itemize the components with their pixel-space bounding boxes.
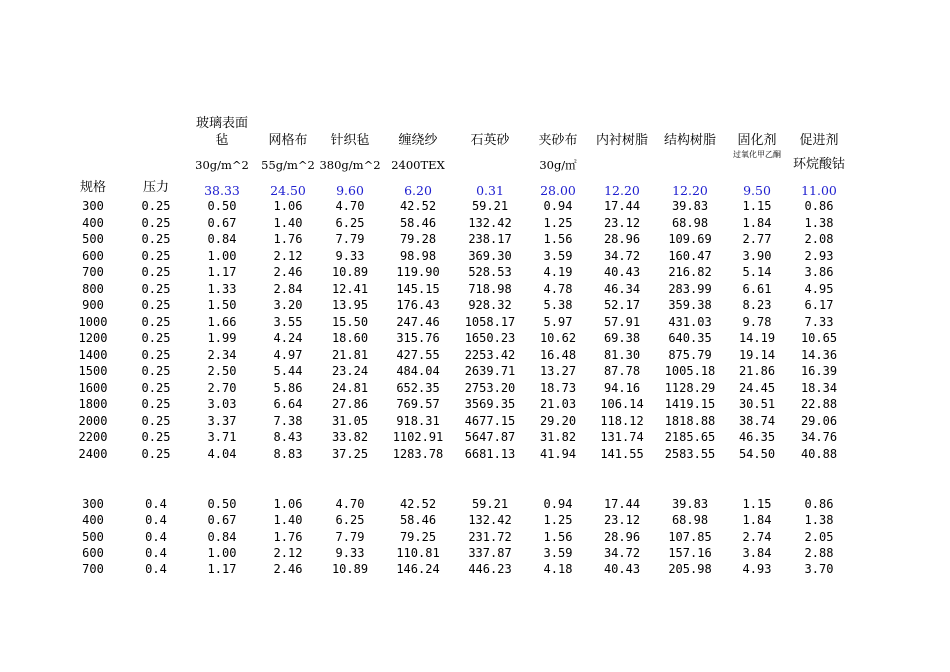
cell-knitted-mat: 23.24 bbox=[331, 364, 369, 378]
cell-structural-resin: 1818.88 bbox=[664, 413, 716, 428]
col-name-liner-resin: 内衬树脂 bbox=[595, 133, 649, 148]
cell-spec: 700 bbox=[82, 265, 104, 279]
cell-knitted-mat: 7.79 bbox=[335, 529, 365, 544]
cell-glass-mat: 0.84 bbox=[207, 529, 237, 544]
cell-accelerator: 10.65 bbox=[800, 331, 838, 345]
cell-spec: 1600 bbox=[78, 380, 108, 395]
cell-glass-mat: 1.17 bbox=[207, 562, 237, 577]
cell-quartz-sand: 1058.17 bbox=[464, 314, 516, 329]
cell-glass-mat: 1.66 bbox=[207, 314, 237, 329]
cell-spec: 900 bbox=[82, 298, 104, 312]
cell-quartz-sand: 1650.23 bbox=[464, 331, 516, 345]
cell-curing-agent: 19.14 bbox=[738, 347, 776, 362]
cell-quartz-sand: 132.42 bbox=[468, 513, 512, 528]
col-name-glass-mat-2: 毡 bbox=[215, 133, 229, 148]
cell-spec: 1800 bbox=[78, 397, 108, 411]
cell-sand-cloth: 41.94 bbox=[539, 446, 577, 461]
cell-knitted-mat: 6.25 bbox=[335, 513, 365, 528]
qty-curing-agent: 9.50 bbox=[743, 183, 771, 198]
cell-pressure: 0.4 bbox=[145, 513, 167, 528]
cell-structural-resin: 640.35 bbox=[668, 331, 712, 345]
col-unit-knitted-mat: 380g/m^2 bbox=[319, 158, 381, 172]
cell-sand-cloth: 3.59 bbox=[543, 248, 573, 263]
cell-pressure: 0.25 bbox=[141, 215, 171, 230]
cell-liner-resin: 81.30 bbox=[603, 347, 641, 362]
col-name-sand-cloth: 夹砂布 bbox=[538, 133, 578, 148]
cell-sand-cloth: 31.82 bbox=[539, 430, 577, 444]
cell-structural-resin: 160.47 bbox=[668, 248, 712, 263]
cell-sand-cloth: 1.56 bbox=[543, 529, 573, 544]
cell-sand-cloth: 1.56 bbox=[543, 232, 573, 246]
cell-knitted-mat: 33.82 bbox=[331, 430, 369, 444]
cell-winding-yarn: 42.52 bbox=[399, 199, 437, 213]
cell-mesh-cloth: 2.84 bbox=[273, 281, 303, 296]
cell-mesh-cloth: 1.76 bbox=[273, 529, 303, 544]
cell-liner-resin: 94.16 bbox=[603, 380, 641, 395]
cell-glass-mat: 2.50 bbox=[207, 364, 237, 378]
cell-accelerator: 2.08 bbox=[804, 232, 834, 246]
cell-pressure: 0.25 bbox=[141, 265, 171, 279]
cell-pressure: 0.25 bbox=[141, 331, 171, 345]
cell-accelerator: 3.70 bbox=[804, 562, 834, 577]
cell-quartz-sand: 337.87 bbox=[468, 545, 512, 560]
cell-glass-mat: 3.71 bbox=[207, 430, 237, 444]
qty-quartz-sand: 0.31 bbox=[476, 183, 504, 198]
cell-knitted-mat: 31.05 bbox=[331, 413, 369, 428]
cell-mesh-cloth: 1.40 bbox=[273, 215, 303, 230]
cell-spec: 300 bbox=[82, 497, 104, 511]
cell-glass-mat: 1.00 bbox=[207, 248, 237, 263]
cell-liner-resin: 28.96 bbox=[603, 232, 641, 246]
cell-knitted-mat: 7.79 bbox=[335, 232, 365, 246]
cell-accelerator: 4.95 bbox=[804, 281, 834, 296]
cell-spec: 1500 bbox=[78, 364, 108, 378]
cell-liner-resin: 46.34 bbox=[603, 281, 641, 296]
cell-mesh-cloth: 3.55 bbox=[273, 314, 303, 329]
cell-winding-yarn: 1283.78 bbox=[392, 446, 444, 461]
cell-curing-agent: 30.51 bbox=[738, 397, 776, 411]
cell-sand-cloth: 1.25 bbox=[543, 215, 573, 230]
cell-curing-agent: 21.86 bbox=[738, 364, 776, 378]
cell-structural-resin: 431.03 bbox=[668, 314, 712, 329]
cell-pressure: 0.25 bbox=[141, 298, 171, 312]
col-unit-winding-yarn: 2400TEX bbox=[391, 158, 445, 172]
cell-pressure: 0.4 bbox=[145, 545, 167, 560]
cell-mesh-cloth: 5.44 bbox=[273, 364, 303, 378]
cell-accelerator: 0.86 bbox=[804, 497, 834, 511]
cell-accelerator: 34.76 bbox=[800, 430, 838, 444]
cell-winding-yarn: 79.25 bbox=[399, 529, 437, 544]
cell-sand-cloth: 16.48 bbox=[539, 347, 577, 362]
cell-knitted-mat: 4.70 bbox=[335, 497, 365, 511]
cell-winding-yarn: 427.55 bbox=[396, 347, 440, 362]
col-unit-sand-cloth: 30g/㎡ bbox=[539, 158, 577, 172]
qty-mesh-cloth: 24.50 bbox=[270, 183, 306, 198]
cell-quartz-sand: 3569.35 bbox=[464, 397, 516, 411]
cell-glass-mat: 1.17 bbox=[207, 265, 237, 279]
cell-structural-resin: 875.79 bbox=[668, 347, 712, 362]
cell-pressure: 0.25 bbox=[141, 364, 171, 378]
cell-accelerator: 18.34 bbox=[800, 380, 838, 395]
cell-structural-resin: 39.83 bbox=[671, 497, 709, 511]
cell-winding-yarn: 42.52 bbox=[399, 497, 437, 511]
cell-liner-resin: 23.12 bbox=[603, 215, 641, 230]
cell-structural-resin: 2583.55 bbox=[664, 446, 716, 461]
cell-pressure: 0.25 bbox=[141, 314, 171, 329]
cell-winding-yarn: 315.76 bbox=[396, 331, 440, 345]
cell-curing-agent: 8.23 bbox=[742, 298, 772, 312]
qty-sand-cloth: 28.00 bbox=[540, 183, 576, 198]
cell-liner-resin: 23.12 bbox=[603, 513, 641, 528]
cell-curing-agent: 1.15 bbox=[742, 199, 772, 213]
cell-glass-mat: 0.50 bbox=[207, 199, 237, 213]
cell-curing-agent: 4.93 bbox=[742, 562, 772, 577]
cell-structural-resin: 109.69 bbox=[668, 232, 712, 246]
cell-structural-resin: 216.82 bbox=[668, 265, 712, 279]
col-unit-mesh-cloth: 55g/m^2 bbox=[261, 158, 315, 172]
cell-quartz-sand: 59.21 bbox=[471, 497, 509, 511]
cell-quartz-sand: 528.53 bbox=[468, 265, 512, 279]
cell-pressure: 0.25 bbox=[141, 413, 171, 428]
qty-winding-yarn: 6.20 bbox=[404, 183, 432, 198]
cell-curing-agent: 14.19 bbox=[738, 331, 776, 345]
cell-spec: 800 bbox=[82, 281, 104, 296]
cell-sand-cloth: 4.19 bbox=[543, 265, 573, 279]
cell-structural-resin: 1128.29 bbox=[664, 380, 716, 395]
cell-spec: 500 bbox=[82, 529, 104, 544]
cell-curing-agent: 2.77 bbox=[742, 232, 772, 246]
cell-pressure: 0.25 bbox=[141, 397, 171, 411]
col-name-structural-resin: 结构树脂 bbox=[663, 133, 717, 148]
cell-glass-mat: 3.37 bbox=[207, 413, 237, 428]
cell-pressure: 0.25 bbox=[141, 232, 171, 246]
cell-curing-agent: 5.14 bbox=[742, 265, 772, 279]
cell-accelerator: 2.93 bbox=[804, 248, 834, 263]
pressure-header: 压力 bbox=[142, 180, 170, 195]
cell-knitted-mat: 4.70 bbox=[335, 199, 365, 213]
cell-knitted-mat: 21.81 bbox=[331, 347, 369, 362]
cell-mesh-cloth: 2.12 bbox=[273, 545, 303, 560]
qty-liner-resin: 12.20 bbox=[604, 183, 640, 198]
qty-accelerator: 11.00 bbox=[801, 183, 837, 198]
cell-winding-yarn: 98.98 bbox=[399, 248, 437, 263]
cell-liner-resin: 34.72 bbox=[603, 545, 641, 560]
cell-winding-yarn: 918.31 bbox=[396, 413, 440, 428]
cell-glass-mat: 1.99 bbox=[207, 331, 237, 345]
cell-winding-yarn: 79.28 bbox=[399, 232, 437, 246]
cell-mesh-cloth: 2.12 bbox=[273, 248, 303, 263]
cell-spec: 2400 bbox=[78, 446, 108, 461]
cell-spec: 2200 bbox=[78, 430, 108, 444]
cell-sand-cloth: 4.18 bbox=[543, 562, 573, 577]
cell-spec: 1000 bbox=[78, 314, 108, 329]
cell-liner-resin: 118.12 bbox=[600, 413, 644, 428]
cell-mesh-cloth: 1.06 bbox=[273, 497, 303, 511]
cell-quartz-sand: 2253.42 bbox=[464, 347, 516, 362]
col-name-accelerator: 促进剂 bbox=[799, 133, 839, 148]
cell-glass-mat: 4.04 bbox=[207, 446, 237, 461]
cell-pressure: 0.25 bbox=[141, 380, 171, 395]
cell-mesh-cloth: 3.20 bbox=[273, 298, 303, 312]
cell-structural-resin: 107.85 bbox=[668, 529, 712, 544]
cell-glass-mat: 0.50 bbox=[207, 497, 237, 511]
cell-accelerator: 1.38 bbox=[804, 513, 834, 528]
cell-winding-yarn: 58.46 bbox=[399, 215, 437, 230]
cell-liner-resin: 141.55 bbox=[600, 446, 644, 461]
cell-sand-cloth: 3.59 bbox=[543, 545, 573, 560]
col-name-glass-mat: 玻璃表面 bbox=[195, 116, 249, 131]
qty-knitted-mat: 9.60 bbox=[336, 183, 364, 198]
cell-knitted-mat: 15.50 bbox=[331, 314, 369, 329]
cell-winding-yarn: 769.57 bbox=[396, 397, 440, 411]
cell-mesh-cloth: 6.64 bbox=[273, 397, 303, 411]
col-name-quartz-sand: 石英砂 bbox=[470, 133, 510, 148]
cell-knitted-mat: 10.89 bbox=[331, 562, 369, 577]
cell-quartz-sand: 718.98 bbox=[468, 281, 512, 296]
cell-spec: 600 bbox=[82, 248, 104, 263]
cell-quartz-sand: 59.21 bbox=[471, 199, 509, 213]
cell-pressure: 0.4 bbox=[145, 562, 167, 577]
cell-knitted-mat: 9.33 bbox=[335, 545, 365, 560]
cell-liner-resin: 17.44 bbox=[603, 497, 641, 511]
col-unit-accelerator: 环烷酸钴 bbox=[792, 157, 846, 172]
cell-mesh-cloth: 7.38 bbox=[273, 413, 303, 428]
cell-curing-agent: 38.74 bbox=[738, 413, 776, 428]
cell-mesh-cloth: 8.83 bbox=[273, 446, 303, 461]
cell-glass-mat: 0.67 bbox=[207, 215, 237, 230]
cell-curing-agent: 1.84 bbox=[742, 215, 772, 230]
cell-pressure: 0.4 bbox=[145, 529, 167, 544]
cell-sand-cloth: 0.94 bbox=[543, 199, 573, 213]
cell-quartz-sand: 6681.13 bbox=[464, 446, 516, 461]
cell-mesh-cloth: 8.43 bbox=[273, 430, 303, 444]
cell-winding-yarn: 119.90 bbox=[396, 265, 440, 279]
cell-winding-yarn: 176.43 bbox=[396, 298, 440, 312]
cell-knitted-mat: 10.89 bbox=[331, 265, 369, 279]
cell-knitted-mat: 13.95 bbox=[331, 298, 369, 312]
cell-accelerator: 29.06 bbox=[800, 413, 838, 428]
cell-structural-resin: 68.98 bbox=[671, 215, 709, 230]
cell-liner-resin: 40.43 bbox=[603, 265, 641, 279]
cell-liner-resin: 57.91 bbox=[603, 314, 641, 329]
cell-curing-agent: 6.61 bbox=[742, 281, 772, 296]
cell-knitted-mat: 27.86 bbox=[331, 397, 369, 411]
qty-glass-mat: 38.33 bbox=[204, 183, 240, 198]
cell-knitted-mat: 12.41 bbox=[331, 281, 369, 296]
cell-knitted-mat: 18.60 bbox=[331, 331, 369, 345]
cell-accelerator: 6.17 bbox=[804, 298, 834, 312]
cell-sand-cloth: 21.03 bbox=[539, 397, 577, 411]
cell-glass-mat: 0.84 bbox=[207, 232, 237, 246]
cell-curing-agent: 2.74 bbox=[742, 529, 772, 544]
cell-quartz-sand: 238.17 bbox=[468, 232, 512, 246]
cell-knitted-mat: 9.33 bbox=[335, 248, 365, 263]
cell-spec: 600 bbox=[82, 545, 104, 560]
cell-pressure: 0.25 bbox=[141, 430, 171, 444]
cell-glass-mat: 0.67 bbox=[207, 513, 237, 528]
cell-winding-yarn: 1102.91 bbox=[392, 430, 444, 444]
cell-winding-yarn: 484.04 bbox=[396, 364, 440, 378]
cell-sand-cloth: 29.20 bbox=[539, 413, 577, 428]
cell-accelerator: 3.86 bbox=[804, 265, 834, 279]
cell-mesh-cloth: 4.24 bbox=[273, 331, 303, 345]
cell-glass-mat: 3.03 bbox=[207, 397, 237, 411]
cell-spec: 300 bbox=[82, 199, 104, 213]
cell-liner-resin: 69.38 bbox=[603, 331, 641, 345]
cell-structural-resin: 283.99 bbox=[668, 281, 712, 296]
cell-quartz-sand: 2639.71 bbox=[464, 364, 516, 378]
cell-accelerator: 16.39 bbox=[800, 364, 838, 378]
cell-curing-agent: 3.84 bbox=[742, 545, 772, 560]
cell-structural-resin: 39.83 bbox=[671, 199, 709, 213]
cell-spec: 700 bbox=[82, 562, 104, 577]
cell-quartz-sand: 5647.87 bbox=[464, 430, 516, 444]
cell-winding-yarn: 146.24 bbox=[396, 562, 440, 577]
cell-liner-resin: 17.44 bbox=[603, 199, 641, 213]
cell-pressure: 0.25 bbox=[141, 347, 171, 362]
cell-structural-resin: 2185.65 bbox=[664, 430, 716, 444]
cell-sand-cloth: 18.73 bbox=[539, 380, 577, 395]
cell-pressure: 0.25 bbox=[141, 248, 171, 263]
cell-curing-agent: 9.78 bbox=[742, 314, 772, 329]
cell-liner-resin: 28.96 bbox=[603, 529, 641, 544]
cell-mesh-cloth: 2.46 bbox=[273, 562, 303, 577]
cell-pressure: 0.25 bbox=[141, 446, 171, 461]
cell-quartz-sand: 4677.15 bbox=[464, 413, 516, 428]
cell-sand-cloth: 10.62 bbox=[539, 331, 577, 345]
cell-spec: 400 bbox=[82, 513, 104, 528]
cell-accelerator: 14.36 bbox=[800, 347, 838, 362]
cell-glass-mat: 1.33 bbox=[207, 281, 237, 296]
cell-curing-agent: 24.45 bbox=[738, 380, 776, 395]
col-name-winding-yarn: 缠绕纱 bbox=[398, 133, 438, 148]
cell-structural-resin: 359.38 bbox=[668, 298, 712, 312]
cell-glass-mat: 2.70 bbox=[207, 380, 237, 395]
cell-accelerator: 2.05 bbox=[804, 529, 834, 544]
qty-structural-resin: 12.20 bbox=[672, 183, 708, 198]
cell-glass-mat: 1.00 bbox=[207, 545, 237, 560]
cell-accelerator: 22.88 bbox=[800, 397, 838, 411]
cell-sand-cloth: 0.94 bbox=[543, 497, 573, 511]
cell-spec: 1400 bbox=[78, 347, 108, 362]
cell-mesh-cloth: 1.76 bbox=[273, 232, 303, 246]
cell-curing-agent: 1.15 bbox=[742, 497, 772, 511]
cell-quartz-sand: 2753.20 bbox=[464, 380, 516, 395]
cell-quartz-sand: 369.30 bbox=[468, 248, 512, 263]
cell-sand-cloth: 4.78 bbox=[543, 281, 573, 296]
spec-header: 规格 bbox=[79, 180, 107, 195]
cell-knitted-mat: 37.25 bbox=[331, 446, 369, 461]
cell-sand-cloth: 5.38 bbox=[543, 298, 573, 312]
cell-curing-agent: 3.90 bbox=[742, 248, 772, 263]
col-name-knitted-mat: 针织毡 bbox=[330, 133, 370, 148]
cell-sand-cloth: 1.25 bbox=[543, 513, 573, 528]
cell-mesh-cloth: 1.40 bbox=[273, 513, 303, 528]
col-name-mesh-cloth: 网格布 bbox=[268, 133, 308, 148]
cell-accelerator: 1.38 bbox=[804, 215, 834, 230]
cell-curing-agent: 1.84 bbox=[742, 513, 772, 528]
cell-winding-yarn: 247.46 bbox=[396, 314, 440, 329]
cell-curing-agent: 46.35 bbox=[738, 430, 776, 444]
cell-sand-cloth: 13.27 bbox=[539, 364, 577, 378]
cell-spec: 2000 bbox=[78, 413, 108, 428]
cell-structural-resin: 1005.18 bbox=[664, 364, 716, 378]
cell-structural-resin: 1419.15 bbox=[664, 397, 716, 411]
cell-quartz-sand: 132.42 bbox=[468, 215, 512, 230]
cell-liner-resin: 34.72 bbox=[603, 248, 641, 263]
cell-mesh-cloth: 2.46 bbox=[273, 265, 303, 279]
cell-spec: 1200 bbox=[78, 331, 108, 345]
cell-mesh-cloth: 4.97 bbox=[273, 347, 303, 362]
cell-accelerator: 7.33 bbox=[804, 314, 834, 329]
cell-structural-resin: 205.98 bbox=[668, 562, 712, 577]
cell-liner-resin: 52.17 bbox=[603, 298, 641, 312]
cell-liner-resin: 131.74 bbox=[600, 430, 644, 444]
cell-spec: 400 bbox=[82, 215, 104, 230]
cell-spec: 500 bbox=[82, 232, 104, 246]
col-unit-glass-mat: 30g/m^2 bbox=[195, 158, 249, 172]
cell-accelerator: 40.88 bbox=[800, 446, 838, 461]
cell-winding-yarn: 652.35 bbox=[396, 380, 440, 395]
cell-liner-resin: 106.14 bbox=[600, 397, 644, 411]
cell-knitted-mat: 6.25 bbox=[335, 215, 365, 230]
cell-quartz-sand: 446.23 bbox=[468, 562, 512, 577]
cell-structural-resin: 157.16 bbox=[668, 545, 712, 560]
cell-pressure: 0.25 bbox=[141, 199, 171, 213]
cell-liner-resin: 40.43 bbox=[603, 562, 641, 577]
col-unit-curing-agent: 过氧化甲乙酮 bbox=[733, 150, 781, 159]
cell-winding-yarn: 110.81 bbox=[396, 545, 440, 560]
cell-pressure: 0.4 bbox=[145, 497, 167, 511]
cell-structural-resin: 68.98 bbox=[671, 513, 709, 528]
cell-knitted-mat: 24.81 bbox=[331, 380, 369, 395]
cell-winding-yarn: 58.46 bbox=[399, 513, 437, 528]
cell-pressure: 0.25 bbox=[141, 281, 171, 296]
cell-glass-mat: 1.50 bbox=[207, 298, 237, 312]
cell-mesh-cloth: 1.06 bbox=[273, 199, 303, 213]
cell-quartz-sand: 928.32 bbox=[468, 298, 512, 312]
cell-mesh-cloth: 5.86 bbox=[273, 380, 303, 395]
cell-curing-agent: 54.50 bbox=[738, 446, 776, 461]
cell-accelerator: 2.88 bbox=[804, 545, 834, 560]
col-name-curing-agent: 固化剂 bbox=[737, 133, 777, 148]
cell-accelerator: 0.86 bbox=[804, 199, 834, 213]
cell-glass-mat: 2.34 bbox=[207, 347, 237, 362]
cell-sand-cloth: 5.97 bbox=[543, 314, 573, 329]
cell-liner-resin: 87.78 bbox=[603, 364, 641, 378]
cell-winding-yarn: 145.15 bbox=[396, 281, 440, 296]
cell-quartz-sand: 231.72 bbox=[468, 529, 512, 544]
